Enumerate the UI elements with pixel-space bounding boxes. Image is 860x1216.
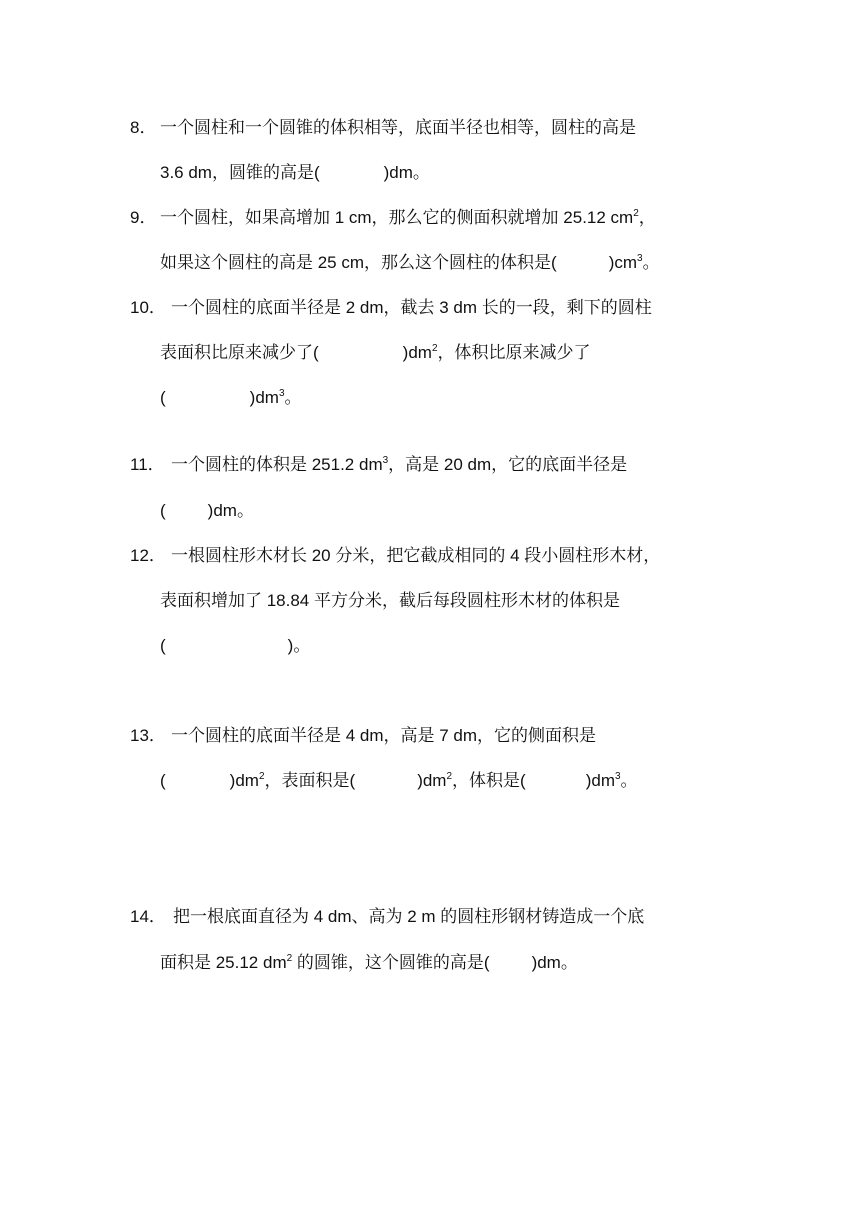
question-text: 一根圆柱形木材长 20 分米，把它截成相同的 4 段小圆柱形木材， bbox=[171, 546, 661, 565]
question-number: 12． bbox=[130, 546, 166, 565]
question-text: ( bbox=[160, 636, 166, 655]
question-text: )dm。 bbox=[531, 953, 578, 972]
question-text: ( bbox=[160, 771, 166, 790]
question-text: ( bbox=[160, 501, 166, 520]
question-text: )dm。 bbox=[383, 163, 430, 182]
question-text: 一个圆柱的底面半径是 2 dm，截去 3 dm 长的一段，剩下的圆柱 bbox=[171, 298, 652, 317]
question-text: ，表面积是( bbox=[264, 771, 356, 790]
question-text: 表面积比原来减少了( bbox=[160, 343, 319, 362]
question-text-line bbox=[160, 634, 310, 658]
question-number: 10． bbox=[130, 298, 166, 317]
question-text: 把一根底面直径为 4 dm、高为 2 m 的圆柱形钢材铸造成一个底 bbox=[173, 907, 645, 926]
question-text: 一个圆柱和一个圆锥的体积相等，底面半径也相等，圆柱的高是 bbox=[160, 118, 636, 137]
question-text: 面积是 25.12 dm bbox=[160, 953, 287, 972]
superscript: 2 bbox=[633, 208, 639, 219]
question-text: )dm bbox=[249, 388, 279, 407]
question-text-line bbox=[160, 951, 578, 975]
superscript: 2 bbox=[431, 343, 438, 354]
question-text: 的圆锥，这个圆锥的高是( bbox=[292, 953, 490, 972]
question-text: ， bbox=[638, 208, 656, 227]
question-text-line bbox=[171, 453, 627, 477]
question-text-line bbox=[160, 769, 638, 793]
superscript: 3 bbox=[382, 455, 389, 466]
superscript: 3 bbox=[614, 771, 621, 782]
superscript: 2 bbox=[258, 771, 265, 782]
question-text-line bbox=[160, 499, 254, 523]
question-text: 一个圆柱的底面半径是 4 dm，高是 7 dm，它的侧面积是 bbox=[171, 726, 597, 745]
question-number: 11． bbox=[130, 455, 165, 474]
question-text-line bbox=[160, 251, 660, 275]
question-text-line bbox=[160, 386, 302, 410]
question-text: 如果这个圆柱的高是 25 cm，那么这个圆柱的体积是( bbox=[160, 253, 557, 272]
question-text: 。 bbox=[642, 253, 660, 272]
superscript: 2 bbox=[446, 771, 453, 782]
question-text-line bbox=[160, 161, 430, 185]
question-text: 3.6 dm，圆锥的高是( bbox=[160, 163, 320, 182]
question-number: 8． bbox=[130, 118, 157, 137]
question-text: )dm bbox=[417, 771, 447, 790]
question-text: )。 bbox=[287, 636, 311, 655]
question-text: )dm bbox=[585, 771, 615, 790]
question-text-line bbox=[160, 206, 656, 230]
question-text: )cm bbox=[608, 253, 638, 272]
question-number: 9． bbox=[130, 208, 157, 227]
question-text: ，体积是( bbox=[452, 771, 526, 790]
superscript: 2 bbox=[286, 953, 293, 964]
superscript: 3 bbox=[278, 388, 285, 399]
question-number: 14． bbox=[130, 907, 166, 926]
question-text: ( bbox=[160, 388, 166, 407]
question-text: 一个圆柱，如果高增加 1 cm，那么它的侧面积就增加 25.12 cm bbox=[160, 208, 634, 227]
question-text: ，高是 20 dm，它的底面半径是 bbox=[388, 455, 628, 474]
question-text: 。 bbox=[284, 388, 302, 407]
question-number: 13． bbox=[130, 726, 166, 745]
question-text: 。 bbox=[620, 771, 638, 790]
question-text: 一个圆柱的体积是 251.2 dm bbox=[171, 455, 383, 474]
question-text: ，体积比原来减少了 bbox=[437, 343, 591, 362]
question-text: 表面积增加了 18.84 平方分米，截后每段圆柱形木材的体积是 bbox=[160, 591, 620, 610]
question-text-line bbox=[160, 341, 591, 365]
superscript: 3 bbox=[637, 253, 643, 264]
question-text: )dm bbox=[229, 771, 259, 790]
question-text: )dm。 bbox=[207, 501, 254, 520]
question-text: )dm bbox=[402, 343, 432, 362]
